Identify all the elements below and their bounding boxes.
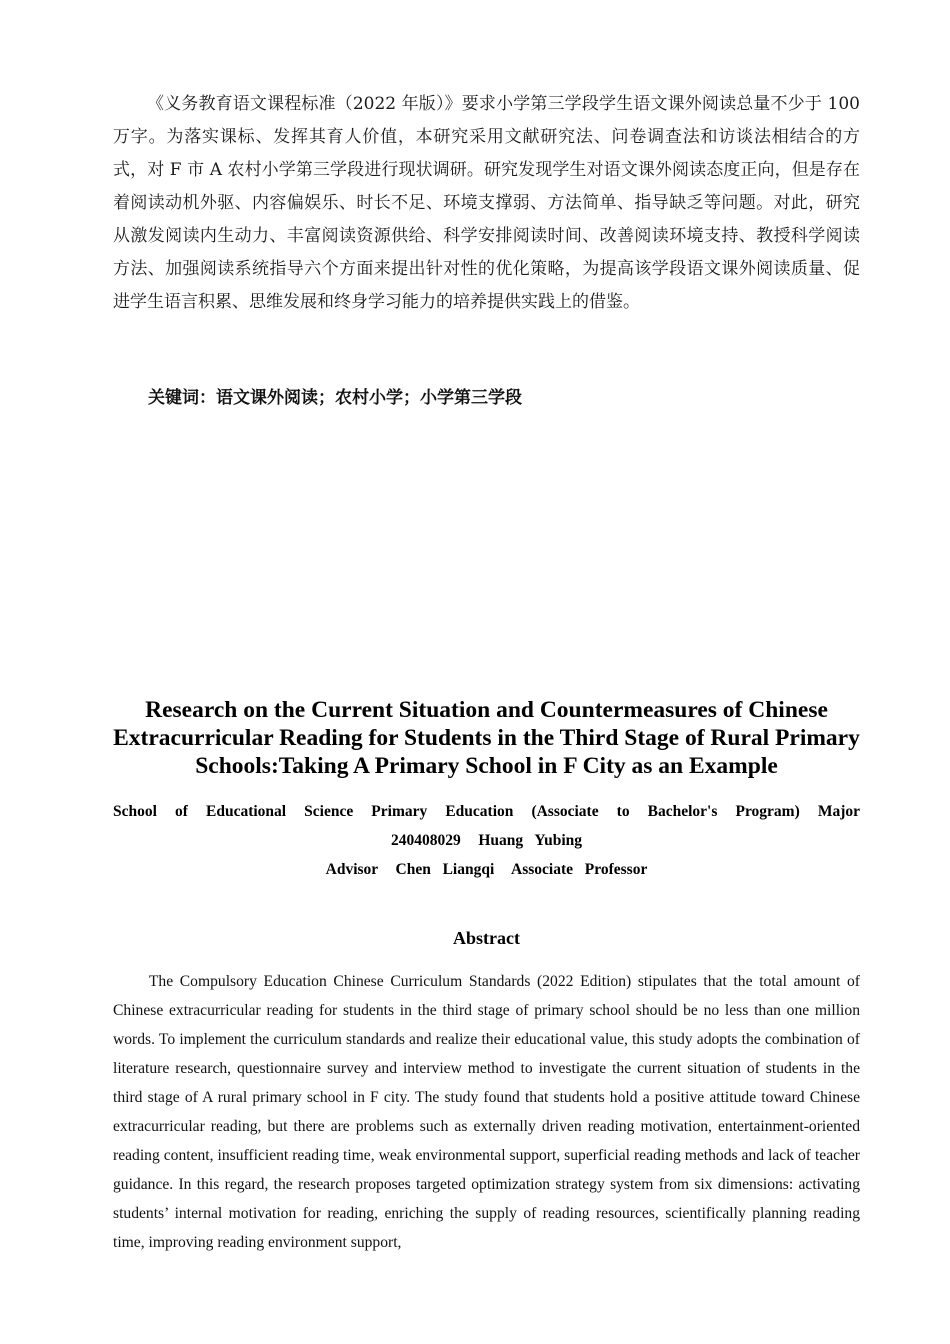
abstract-heading: Abstract bbox=[453, 928, 520, 948]
advisor-info: Advisor Chen Liangqi Associate Professor bbox=[325, 861, 648, 878]
english-title: Research on the Current Situation and Countermeasures of Chinese Extracurricular Reading for Students in the Third Stage of Rural Primary Schools:Taking A Primary School in F City as an Example bbox=[113, 697, 860, 779]
chinese-abstract-body: 《义务教育语文课程标准（2022 年版）》要求小学第三学段学生语文课外阅读总量不少于 100 万字。为落实课标、发挥其育人价值，本研究采用文献研究法、问卷调查法和访谈法相结合的方式，对 F 市 A 农村小学第三学段进行现状调研。研究发现学生对语文课外阅读态度正向，但是存在着阅读动机外驱、内容偏娱乐、时长不足、环境支撑弱、方法简单、指导缺乏等问题。对此，研究从激发阅读内生动力、丰富阅读资源供给、科学安排阅读时间、改善阅读环境支持、教授科学阅读方法、加强阅读系统指导六个方面来提出针对性的优化策略，为提高该学段语文课外阅读质量、促进学生语言积累、思维发展和终身学习能力的培养提供实践上的借鉴。 bbox=[113, 94, 860, 312]
author-school-major: School of Educational Science Primary Education (Associate to Bachelor's Program) Major bbox=[113, 803, 860, 820]
english-abstract-body: The Compulsory Education Chinese Curriculum Standards (2022 Edition) stipulates that the total amount of Chinese extracurricular reading for students in the third stage of primary school should be no less than one million words. To implement the curriculum standards and realize their educational value, this study adopts the combination of literature research, questionnaire survey and interview method to investigate the current situation of students in the third stage of A rural primary school in F city. The study found that students hold a positive attitude toward Chinese extracurricular reading, but there are problems such as externally driven reading motivation, entertainment-oriented reading content, insufficient reading time, weak environmental support, superficial reading methods and lack of teacher guidance. In this regard, the research proposes targeted optimization strategy system from six dimensions: activating students’ internal motivation for reading, enriching the supply of reading resources, scientifically planning reading time, improving reading environment support, bbox=[113, 973, 860, 1251]
chinese-keywords: 关键词：语文课外阅读；农村小学；小学第三学段 bbox=[148, 388, 522, 408]
author-info bbox=[113, 797, 860, 884]
author-id-name: 240408029 Huang Yubing bbox=[390, 832, 583, 849]
